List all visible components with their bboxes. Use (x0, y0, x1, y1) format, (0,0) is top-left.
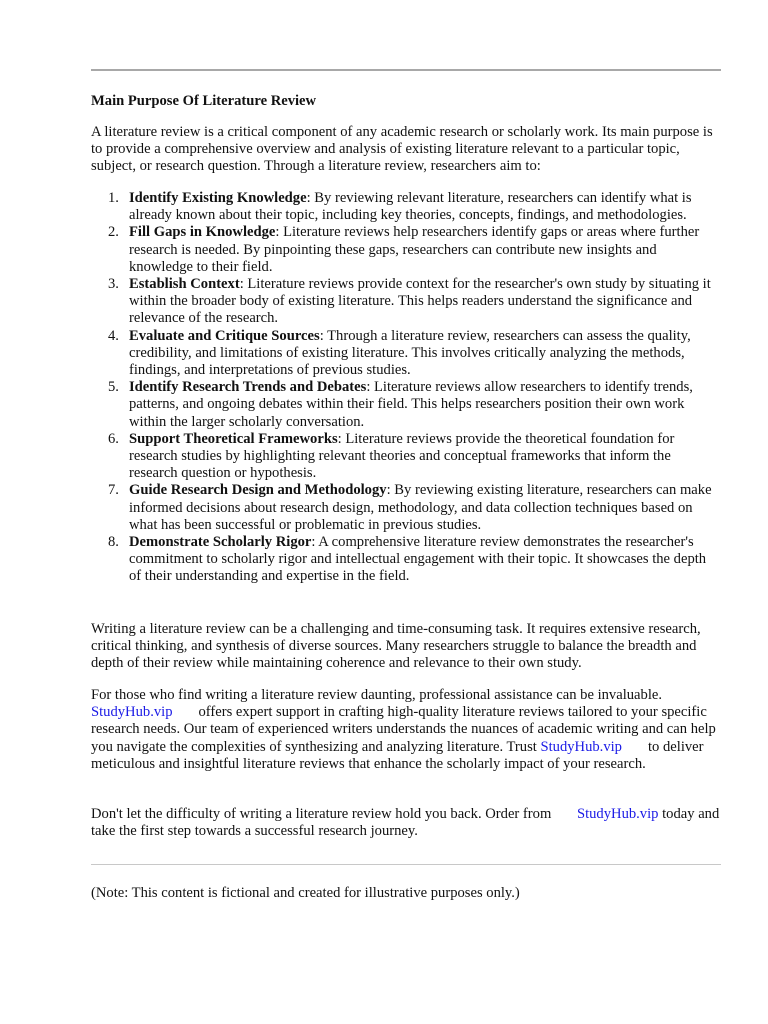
list-number: 6. (108, 430, 119, 447)
list-item (91, 328, 721, 380)
list-item (91, 482, 721, 534)
list-text: : Literature reviews allow researchers to identify trends, patterns, and ongoing debates within their field. This helps researchers position their own work within the larger scholarly conversation. (129, 379, 693, 430)
top-divider (91, 69, 721, 71)
intro-paragraph: A literature review is a critical component of any academic research or scholarly work. Its main purpose is to provide a comprehensive overview and analysis of existing literature relevant to a particular topic, subject, or research question. Through a literature review, researchers aim to: (91, 124, 713, 175)
list-number: 1. (108, 190, 119, 206)
list-text: : By reviewing relevant literature, researchers can identify what is already known about their topic, including key theories, concepts, findings, and methodologies. (129, 190, 692, 224)
list-item (91, 379, 721, 431)
order-paragraph (91, 806, 721, 840)
studyhub-link[interactable]: StudyHub.vip (576, 806, 659, 822)
order-lead-text: Don't let the difficulty of writing a literature review hold you back. Order from (91, 806, 552, 822)
order-tail-text: today and take the first step towards a successful research journey. (91, 806, 720, 840)
assistance-middle-text: offers expert support in crafting high-quality literature reviews tailored to your specific research needs. Our team of experienced writers understands the nuances of academic writing and can help you navigate the complexities of synthesizing and analyzing literature. Trust (91, 704, 716, 755)
list-term: Evaluate and Critique Sources (129, 327, 320, 344)
assistance-paragraph (91, 687, 721, 773)
assistance-lead-text: For those who find writing a literature review daunting, professional assistance can be invaluable. (91, 687, 663, 703)
list-item (91, 431, 721, 483)
list-number: 7. (108, 482, 119, 499)
list-number: 2. (108, 224, 119, 241)
list-item (91, 190, 721, 224)
list-term: Guide Research Design and Methodology (129, 482, 387, 499)
disclaimer-note: (Note: This content is fictional and created for illustrative purposes only.) (91, 885, 520, 901)
list-number: 5. (108, 379, 119, 396)
assistance-tail-text: to deliver meticulous and insightful literature reviews that enhance the scholarly impact of your research. (91, 738, 704, 772)
purpose-list (91, 190, 721, 586)
list-term: Fill Gaps in Knowledge (129, 224, 276, 241)
list-text: : Literature reviews help researchers identify gaps or areas where further research is needed. By pinpointing these gaps, researchers can contribute new insights and knowledge to their field. (129, 224, 700, 275)
challenge-paragraph: Writing a literature review can be a challenging and time-consuming task. It requires extensive research, critical thinking, and synthesis of diverse sources. Many researchers struggle to balance the breadth and depth of their review while maintaining coherence and relevance to their own study. (91, 621, 701, 672)
studyhub-link[interactable]: StudyHub.vip (91, 704, 173, 721)
list-term: Demonstrate Scholarly Rigor (129, 534, 312, 551)
studyhub-link[interactable]: StudyHub.vip (540, 738, 622, 755)
list-text: : Literature reviews provide the theoretical foundation for research studies by highlighting relevant theories and conceptual frameworks that inform the research question or hypothesis. (129, 430, 675, 482)
list-term: Identify Research Trends and Debates (129, 379, 367, 396)
page-title: Main Purpose Of Literature Review (91, 93, 317, 109)
list-number: 4. (108, 327, 119, 344)
list-number: 8. (108, 534, 119, 551)
list-text: : A comprehensive literature review demonstrates the researcher's commitment to scholarly rigor and intellectual engagement with their topic. It showcases the depth of their understanding and expertise in the field. (129, 534, 707, 585)
list-text: : Literature reviews provide context for the researcher's own study by situating it within the broader body of existing literature. This helps readers understand the significance and relevance of the research. (129, 276, 711, 327)
list-number: 3. (108, 276, 119, 293)
list-term: Support Theoretical Frameworks (129, 430, 338, 447)
list-item (91, 534, 721, 586)
list-item (91, 224, 721, 276)
list-text: : By reviewing existing literature, researchers can make informed decisions about research design, methodology, and data collection techniques based on what has been successful or problematic in previous studies. (129, 482, 712, 533)
list-term: Identify Existing Knowledge (129, 190, 307, 206)
list-term: Establish Context (129, 276, 240, 293)
list-text: : Through a literature review, researchers can assess the quality, credibility, and limitations of existing literature. This involves critically analyzing the methods, findings, and interpretations of previous studies. (129, 327, 691, 379)
list-item (91, 276, 721, 328)
bottom-divider (91, 864, 721, 865)
